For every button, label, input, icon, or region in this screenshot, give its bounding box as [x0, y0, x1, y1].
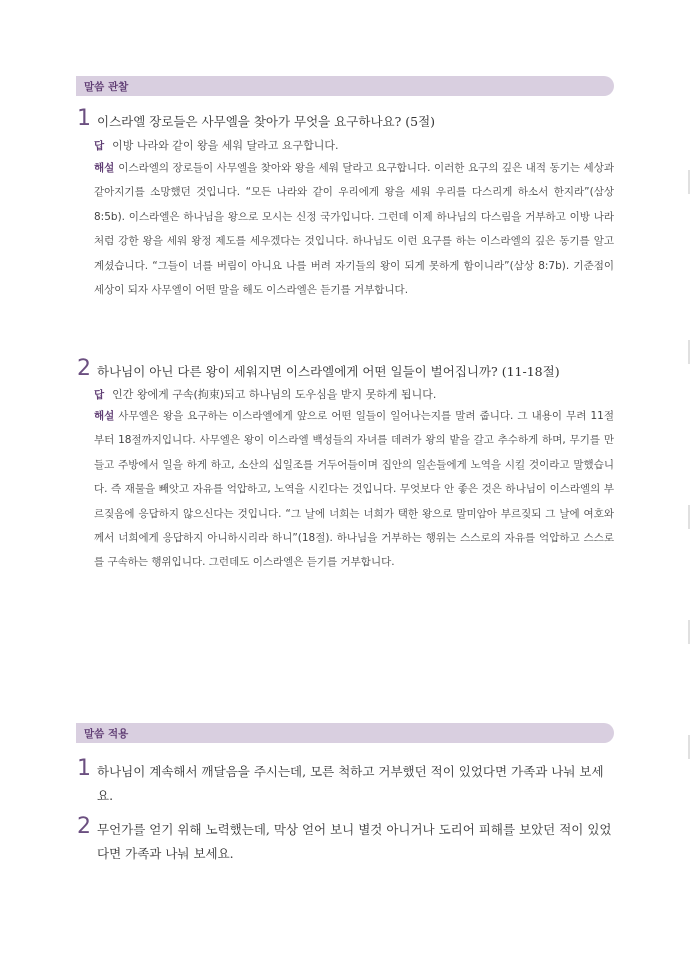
- section-header-apply: [76, 723, 614, 743]
- question-number: 2: [77, 814, 91, 839]
- question-text: 하나님이 계속해서 깨달음을 주시는데, 모른 척하고 거부했던 적이 있었다면 가족과 나눠 보세요.: [97, 764, 604, 803]
- question-number: 1: [77, 106, 91, 131]
- section-title: 말씀 관찰: [84, 81, 129, 93]
- question-text: 하나님이 아닌 다른 왕이 세워지면 이스라엘에게 어떤 일들이 벌어집니까? (11-18절): [97, 364, 560, 379]
- answer-text: 인간 왕에게 구속(拘束)되고 하나님의 도우심을 받지 못하게 됩니다.: [112, 388, 437, 401]
- explain-text: 사무엘은 왕을 요구하는 이스라엘에게 앞으로 어떤 일들이 일어나는지를 말려 줍니다. 그 내용이 무려 11절부터 18절까지입니다. 사무엘은 왕이 이스라엘 백성들의 자녀를 데려가 왕의 밭을 갈고 추수하게 하며, 무기를 만들고 주방에서 일을 하게 하고, 소산의 십일조를 거두어들이며 집안의 일손들에게 노역을 시킬 것이라고 말했습니다. 즉 재물을 빼앗고 자유를 억압하고, 노역을 시킨다는 것입니다. 무엇보다 안 좋은 것은 하나님이 이스라엘의 부르짖음에 응답하지 않으신다는 것입니다. “그 날에 너희는 너희가 택한 왕으로 말미암아 부르짖되 그 날에 여호와께서 너희에게 응답하지 아니하시리라 하니”(18절). 하나님을 거부하는 행위는 스스로의 자유를 억압하고 스스로를 구속하는 행위입니다. 그런데도 이스라엘은 듣기를 거부합니다.: [94, 410, 614, 569]
- explain-tag: 해설: [94, 410, 115, 422]
- question-number: 1: [77, 756, 91, 781]
- answer-1: [94, 138, 614, 154]
- explanation-1: [94, 156, 614, 302]
- section-title: 말씀 적용: [84, 728, 129, 740]
- question-text: 무언가를 얻기 위해 노력했는데, 막상 얻어 보니 별것 아니거나 도리어 피해를 보았던 적이 있었다면 가족과 나눠 보세요.: [97, 822, 612, 861]
- answer-tag: 답: [94, 389, 105, 401]
- explanation-2: [94, 404, 614, 575]
- explain-tag: 해설: [94, 162, 115, 174]
- answer-tag: 답: [94, 140, 105, 152]
- answer-2: [94, 387, 614, 403]
- answer-text: 이방 나라와 같이 왕을 세워 달라고 요구합니다.: [112, 139, 339, 152]
- explain-text: 이스라엘의 장로들이 사무엘을 찾아와 왕을 세워 달라고 요구합니다. 이러한 요구의 깊은 내적 동기는 세상과 같아지기를 소망했던 것입니다. “모든 나라와 같이 우리에게 왕을 세워 우리를 다스리게 하소서 한지라”(삼상 8:5b). 이스라엘은 하나님을 왕으로 모시는 신정 국가입니다. 그런데 이제 하나님의 다스림을 거부하고 이방 나라처럼 강한 왕을 세워 왕정 제도를 세우겠다는 것입니다. 하나님도 이런 요구를 하는 이스라엘의 깊은 동기를 알고 계셨습니다. “그들이 너를 버림이 아니요 나를 버려 자기들의 왕이 되게 못하게 함이니라”(삼상 8:7b). 기준점이 세상이 되자 사무엘이 어떤 말을 해도 이스라엘은 듣기를 거부합니다.: [94, 162, 614, 297]
- question-text: 이스라엘 장로들은 사무엘을 찾아가 무엇을 요구하나요? (5절): [97, 114, 436, 129]
- question-number: 2: [77, 356, 91, 381]
- section-header-observe: [76, 76, 614, 96]
